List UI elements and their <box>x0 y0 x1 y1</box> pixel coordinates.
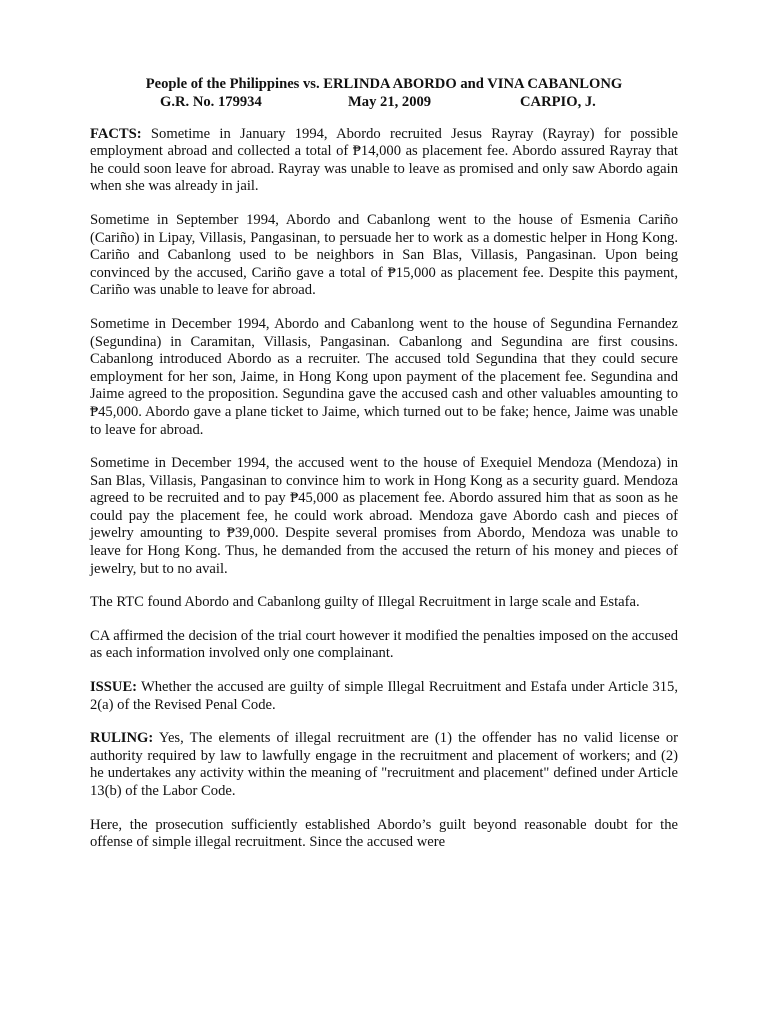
facts-label: FACTS: <box>90 125 142 142</box>
issue-text: Whether the accused are guilty of simple Illegal Recruitment and Estafa under Article 315, 2(a) of the Revised Penal Code. <box>90 679 678 713</box>
ruling-text: Yes, The elements of illegal recruitment are (1) the offender has no valid license or authority required by law to lawfully engage in the recruitment and placement of workers; and (2) he undertakes any activity within the meaning of "recruitment and placement" defined under Article 13(b) of the Labor Code. <box>90 730 678 799</box>
decision-date: May 21, 2009 <box>348 93 432 110</box>
facts-text: Sometime in January 1994, Abordo recruited Jesus Rayray (Rayray) for possible employment abroad and collected a total of ₱14,000 as placement fee. Abordo assured Rayray that he could soon leave for abroad. Rayray was unable to leave as promised and only saw Abordo again when she was already in jail. <box>90 125 678 195</box>
ruling-label: RULING: <box>90 730 154 747</box>
issue-label: ISSUE: <box>90 679 138 696</box>
facts-paragraph-2: Sometime in September 1994, Abordo and Cabanlong went to the house of Esmenia Cariño (Cariño) in Lipay, Villasis, Pangasinan, to persuade her to work as a domestic helper in Hong Kong. Cariño and Cabanlong used to be neighbors in San Blas, Villasis, Pangasinan. Upon being convinced by the accused, Cariño gave a total of ₱15,000 as placement fee. Despite this payment, Cariño was unable to leave for abroad. <box>90 211 678 299</box>
ponente: CARPIO, J. <box>520 93 596 110</box>
issue-paragraph <box>90 679 678 714</box>
facts-paragraph-3: Sometime in December 1994, Abordo and Cabanlong went to the house of Segundina Fernandez (Segundina) in Caramitan, Villasis, Pangasinan. Cabanlong and Segundina are first cousins. Cabanlong introduced Abordo as a recruiter. The accused told Segundina that they could secure employment for her son, Jaime, in Hong Kong upon payment of the placement fee. Segundina and Jaime agreed to the proposition. Segundina gave the accused cash and other valuables amounting to ₱45,000. Abordo gave a plane ticket to Jaime, which turned out to be fake; hence, Jaime was unable to leave for abroad. <box>90 315 678 438</box>
case-title: People of the Philippines vs. ERLINDA ABORDO and VINA CABANLONG <box>145 76 623 92</box>
ruling-paragraph <box>90 730 678 800</box>
ca-paragraph: CA affirmed the decision of the trial court however it modified the penalties imposed on the accused as each information involved only one complainant. <box>90 627 678 662</box>
rtc-paragraph: The RTC found Abordo and Cabanlong guilty of Illegal Recruitment in large scale and Estafa. <box>90 594 640 611</box>
gr-number: G.R. No. 179934 <box>160 93 262 110</box>
facts-paragraph <box>90 126 678 196</box>
facts-paragraph-4: Sometime in December 1994, the accused went to the house of Exequiel Mendoza (Mendoza) in San Blas, Villasis, Pangasinan to convince him to work in Hong Kong as a security guard. Mendoza agreed to be recruited and to pay ₱45,000 as placement fee. Abordo assured him that as soon as he could pay the placement fee, he could work abroad. Mendoza gave Abordo cash and pieces of jewelry amounting to ₱39,000. Despite several promises from Abordo, Mendoza was unable to leave for Hong Kong. Thus, he demanded from the accused the return of his money and pieces of jewelry, but to no avail. <box>90 455 678 577</box>
analysis-paragraph: Here, the prosecution sufficiently established Abordo’s guilt beyond reasonable doubt for the offense of simple illegal recruitment. Since the accused were <box>90 816 678 851</box>
case-info-line <box>90 94 678 112</box>
document-page <box>90 76 678 868</box>
